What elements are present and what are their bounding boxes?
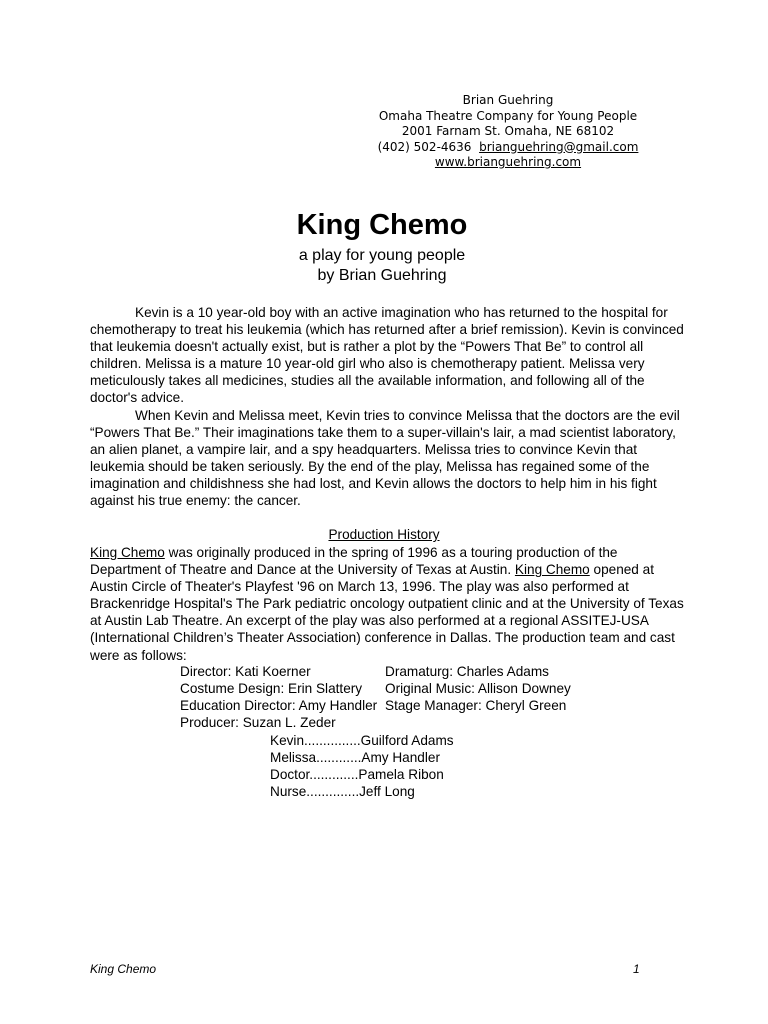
email-link[interactable]: brianguehring@gmail.com	[479, 139, 639, 154]
street-address: 2001 Farnam St. Omaha, NE 68102	[401, 124, 615, 138]
footer-title: King Chemo	[90, 962, 157, 976]
subtitle-line-1: a play for young people	[298, 247, 466, 264]
credit-left: Producer: Suzan L. Zeder	[180, 715, 336, 731]
cast-entry: Nurse..............Jeff Long	[270, 784, 415, 800]
history-text-part-2: opened at Austin Circle of Theater's Playfest '96 on March 13, 1996. The play was also performed at Brackenridge Hospital's The Park pediatric oncology outpatient clinic and at the University of Texas at Austin Lab Theatre. An excerpt of the play was also performed at a regional ASSITEJ-USA (International Children’s Theater Association) conference in Dallas. The production team and cast were as follows:	[90, 562, 684, 663]
credit-left: Education Director: Amy Handler	[180, 698, 378, 714]
synopsis-paragraph: When Kevin and Melissa meet, Kevin tries to convince Melissa that the doctors are the evil “Powers That Be.” Their imaginations take them to a super-villain's lair, a mad scientist laboratory, an alien planet, a vampire lair, and a spy headquarters. Melissa tries to convince Kevin that leukemia should be taken seriously. By the end of the play, Melissa has regained some of the imagination and childishness she had lost, and Kevin allows the doctors to help him in his fight against his true enemy: the cancer.	[90, 407, 680, 509]
cast-entry: Melissa............Amy Handler	[270, 750, 440, 766]
synopsis-paragraph: Kevin is a 10 year-old boy with an active imagination who has returned to the hospital for chemotherapy to treat his leukemia (which has returned after a brief remission). Kevin is convinced that leukemia doesn't actually exist, but is rather a plot by the “Powers That Be” to control all children. Melissa is a mature 10 year-old girl who also is chemotherapy patient. Melissa very meticulously takes all medicines, studies all the available information, and following all of the doctor's advice.	[90, 305, 684, 406]
production-history-heading: Production History	[328, 527, 440, 542]
website-link[interactable]: www.brianguehring.com	[434, 155, 582, 169]
contact-block	[358, 93, 658, 171]
credit-left: Director: Kati Koerner	[180, 664, 311, 679]
credit-right: Stage Manager: Cheryl Green	[385, 698, 567, 714]
website-line	[358, 155, 658, 171]
history-text-part-1: was originally produced in the spring of 1996 as a touring production of the Department of Theatre and Dance at the University of Texas at Austin.	[90, 545, 618, 578]
cast-entry: Kevin...............Guilford Adams	[270, 733, 454, 748]
page-number: 1	[633, 962, 640, 976]
byline: by Brian Guehring	[317, 267, 447, 284]
subtitle	[0, 246, 764, 286]
organization: Omaha Theatre Company for Young People	[378, 108, 638, 123]
phone-number: (402) 502-4636	[377, 139, 472, 154]
synopsis	[90, 304, 690, 509]
credit-left: Costume Design: Erin Slattery	[180, 681, 363, 697]
production-history-text	[90, 544, 690, 664]
cast-entry: Doctor.............Pamela Ribon	[270, 767, 444, 783]
play-title-reference: King Chemo	[90, 545, 165, 560]
play-title: King Chemo	[296, 209, 468, 241]
credit-right: Original Music: Allison Downey	[385, 681, 571, 697]
phone-email-line	[358, 140, 658, 156]
credit-right: Dramaturg: Charles Adams	[385, 664, 549, 679]
author-name: Brian Guehring	[462, 93, 554, 107]
play-title-reference: King Chemo	[514, 562, 590, 578]
cast-list	[270, 732, 454, 800]
